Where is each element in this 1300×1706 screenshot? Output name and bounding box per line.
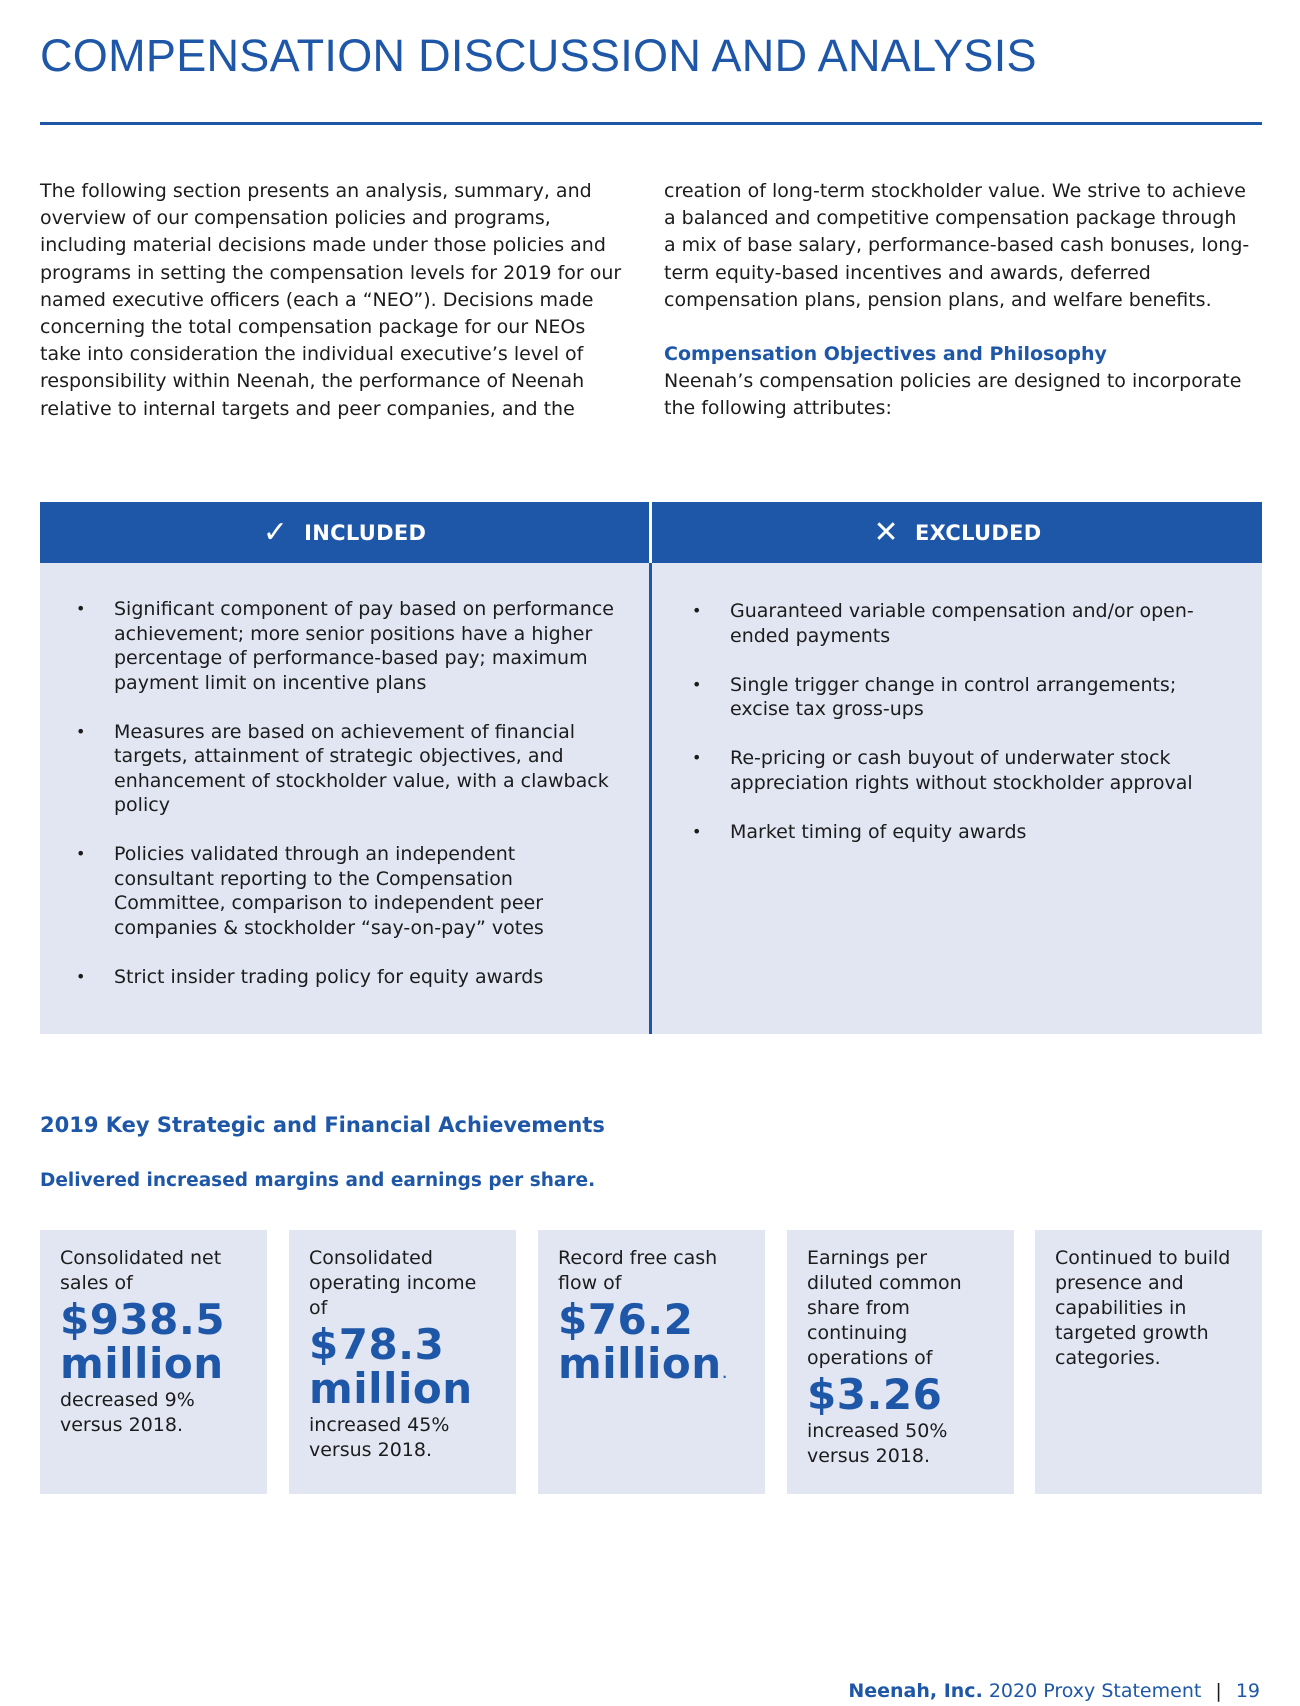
- included-list: [114, 597, 614, 1014]
- list-item: • Significant component of pay based on performance achievement; more senior positions have a higher percentage of performance-based pay; maximum payment limit on incentive plans: [114, 597, 614, 695]
- intro-left-column: [40, 178, 630, 423]
- card-eps: [787, 1230, 1014, 1494]
- objectives-heading: Compensation Objectives and Philosophy: [664, 343, 1107, 366]
- list-item: • Re-pricing or cash buyout of underwater stock appreciation rights without stockholder approval: [730, 746, 1240, 795]
- title-divider: [40, 122, 1262, 125]
- list-item: • Market timing of equity awards: [730, 820, 1240, 845]
- card-value: $3.26: [807, 1370, 943, 1419]
- included-excluded-table: [40, 502, 1262, 1034]
- list-item: • Single trigger change in control arrangements; excise tax gross-ups: [730, 673, 1240, 722]
- card-value: $938.5 million: [60, 1295, 226, 1388]
- card-pre-text: Consolidated operating income of: [309, 1247, 477, 1319]
- page-title: COMPENSATION DISCUSSION AND ANALYSIS: [40, 30, 1037, 81]
- included-label: INCLUDED: [304, 520, 427, 545]
- card-free-cash-flow: [538, 1230, 765, 1494]
- column-divider: [649, 502, 652, 1034]
- card-value: $76.2 million: [558, 1295, 722, 1388]
- intro-left-text: The following section presents an analysis, summary, and overview of our compensation policies and programs, including material decisions made under those policies and programs in setting the compensation levels for 2019 for our named executive officers (each a “NEO”). Decisions made concerning the total compensation package for our NEOs take into consideration the individual executive’s level of responsibility within Neenah, the performance of Neenah relative to internal targets and peer companies, and the: [40, 180, 622, 420]
- card-pre-text: Record free cash flow of: [558, 1247, 718, 1294]
- footer-separator: |: [1215, 1680, 1222, 1702]
- card-post-text: decreased 9% versus 2018.: [60, 1389, 195, 1436]
- check-icon: ✓: [262, 514, 289, 550]
- excluded-label: EXCLUDED: [914, 520, 1042, 545]
- list-item: • Policies validated through an independent consultant reporting to the Compensation Committee, comparison to independent peer companies & stockholder “say-on-pay” votes: [114, 842, 614, 940]
- footer-company: Neenah, Inc.: [848, 1680, 983, 1702]
- card-pre-text: Continued to build presence and capabilities in targeted growth categories.: [1055, 1247, 1231, 1369]
- card-post-text: increased 45% versus 2018.: [309, 1414, 450, 1461]
- objectives-text: Neenah’s compensation policies are designed to incorporate the following attributes:: [664, 370, 1242, 420]
- card-value: $78.3 million: [309, 1320, 473, 1413]
- included-header: [40, 502, 649, 563]
- card-operating-income: [289, 1230, 516, 1494]
- achievements-heading: 2019 Key Strategic and Financial Achievements: [40, 1113, 605, 1137]
- page-number: 19: [1235, 1680, 1260, 1702]
- footer-doc-title: 2020 Proxy Statement: [988, 1680, 1202, 1702]
- list-item: • Guaranteed variable compensation and/or open-ended payments: [730, 599, 1240, 648]
- card-value-suffix: .: [721, 1361, 729, 1383]
- list-item: • Strict insider trading policy for equity awards: [114, 965, 614, 990]
- page-footer: [848, 1680, 1260, 1702]
- card-net-sales: [40, 1230, 267, 1494]
- card-growth: [1035, 1230, 1262, 1494]
- x-icon: ✕: [873, 514, 899, 550]
- achievement-cards: [40, 1230, 1262, 1494]
- card-pre-text: Earnings per diluted common share from continuing operations of: [807, 1247, 962, 1369]
- achievements-subheading: Delivered increased margins and earnings per share.: [40, 1170, 596, 1191]
- header-divider: [649, 502, 652, 563]
- list-item: • Measures are based on achievement of financial targets, attainment of strategic objectives, and enhancement of stockholder value, with a clawback policy: [114, 720, 614, 818]
- card-value-wrap: [558, 1295, 747, 1394]
- excluded-header: [653, 502, 1262, 563]
- intro-right-text: creation of long-term stockholder value. We strive to achieve a balanced and competitive compensation package through a mix of base salary, performance-based cash bonuses, long-term equity-based incentives and awards, deferred compensation plans, pension plans, and welfare benefits.: [664, 180, 1250, 311]
- card-pre-text: Consolidated net sales of: [60, 1247, 222, 1294]
- card-post-text: increased 50% versus 2018.: [807, 1420, 948, 1467]
- intro-right-column: [664, 178, 1254, 423]
- excluded-list: [730, 599, 1240, 869]
